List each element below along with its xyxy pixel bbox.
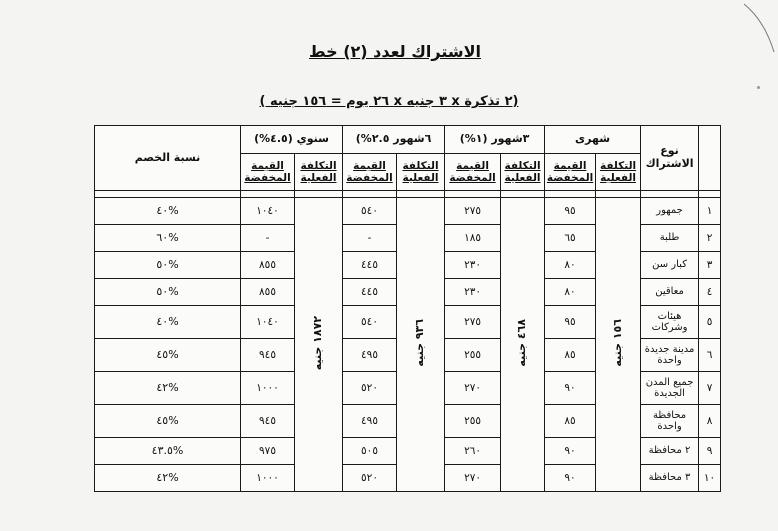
page-title: الاشتراك لعدد (٢) خط: [308, 42, 482, 61]
reduced-value-six-months: ٤٤٥: [343, 252, 397, 279]
actual-cost-monthly: [596, 198, 641, 492]
subscription-type: ٣ محافظة: [641, 465, 699, 492]
reduced-value-six-months: ٤٩٥: [343, 405, 397, 438]
header-monthly: شهرى: [545, 126, 641, 154]
reduced-value-three-months: ٢٣٠: [445, 279, 501, 306]
row-number: ٤: [699, 279, 721, 306]
header-row-periods: [95, 126, 721, 154]
table-body: [95, 198, 721, 492]
reduced-value-three-months: ٢٧٠: [445, 372, 501, 405]
discount-rate: %٤٠: [95, 306, 241, 339]
actual-cost-three-months: [501, 198, 545, 492]
reduced-value-annual: ٨٥٥: [241, 252, 295, 279]
row-number: ٦: [699, 339, 721, 372]
row-number: ٩: [699, 438, 721, 465]
discount-rate: %٤٣.٥: [95, 438, 241, 465]
row-number: ٨: [699, 405, 721, 438]
reduced-value-three-months: ٢٧٠: [445, 465, 501, 492]
row-number: ٥: [699, 306, 721, 339]
reduced-value-monthly: ٩٠: [545, 438, 596, 465]
reduced-value-annual: ٩٤٥: [241, 405, 295, 438]
reduced-value-monthly: ٨٠: [545, 279, 596, 306]
row-number: ١٠: [699, 465, 721, 492]
subscription-type: كبار سن: [641, 252, 699, 279]
price-formula: (٢ تذكرة x ٣ جنيه x ٢٦ يوم = ١٥٦ جنيه ): [259, 94, 519, 109]
reduced-value-six-months: ٥٢٠: [343, 465, 397, 492]
actual-cost-label: ١٨٧٢ جنيه: [311, 315, 325, 371]
subscription-type: محافظة واحدة: [641, 405, 699, 438]
reduced-value-six-months: ٥٤٠: [343, 198, 397, 225]
reduced-value-annual: ٩٧٥: [241, 438, 295, 465]
discount-rate: %٥٠: [95, 252, 241, 279]
discount-rate: %٤٥: [95, 339, 241, 372]
actual-cost-label: ١٥٦ جنيه: [610, 319, 624, 367]
discount-rate: %٥٠: [95, 279, 241, 306]
reduced-value-monthly: ٨٥: [545, 405, 596, 438]
subheader-actual-cost: التكلفة الفعلية: [501, 154, 545, 191]
row-number: ٣: [699, 252, 721, 279]
subscription-table: [94, 125, 721, 492]
subheader-reduced-value: القيمة المخفضة: [241, 154, 295, 191]
reduced-value-six-months: -: [343, 225, 397, 252]
reduced-value-six-months: ٥٢٠: [343, 372, 397, 405]
reduced-value-annual: ١٠٠٠: [241, 372, 295, 405]
reduced-value-three-months: ١٨٥: [445, 225, 501, 252]
actual-cost-label: ٤٦٨ جنيه: [515, 319, 529, 367]
header-discount: نسبة الخصم: [95, 126, 241, 191]
reduced-value-three-months: ٢٣٠: [445, 252, 501, 279]
subheader-reduced-value: القيمة المخفضة: [445, 154, 501, 191]
actual-cost-six-months: [397, 198, 445, 492]
reduced-value-six-months: ٤٤٥: [343, 279, 397, 306]
reduced-value-annual: ٨٥٥: [241, 279, 295, 306]
subscription-type: مدينة جديدة واحدة: [641, 339, 699, 372]
table-row: [95, 198, 721, 225]
subheader-actual-cost: التكلفة الفعلية: [295, 154, 343, 191]
row-number: ١: [699, 198, 721, 225]
subscription-type: طلبة: [641, 225, 699, 252]
reduced-value-annual: ١٠٠٠: [241, 465, 295, 492]
discount-rate: %٤٢: [95, 465, 241, 492]
subheader-actual-cost: التكلفة الفعلية: [397, 154, 445, 191]
header-type: نوع الاشتراك: [641, 126, 699, 191]
reduced-value-monthly: ٩٠: [545, 372, 596, 405]
subheader-reduced-value: القيمة المخفضة: [343, 154, 397, 191]
discount-rate: %٦٠: [95, 225, 241, 252]
reduced-value-three-months: ٢٧٥: [445, 198, 501, 225]
reduced-value-monthly: ٩٠: [545, 465, 596, 492]
subscription-type: ٢ محافظة: [641, 438, 699, 465]
reduced-value-monthly: ٨٠: [545, 252, 596, 279]
row-number: ٧: [699, 372, 721, 405]
row-number: ٢: [699, 225, 721, 252]
subscription-type: معاقين: [641, 279, 699, 306]
reduced-value-three-months: ٢٦٠: [445, 438, 501, 465]
reduced-value-annual: ١٠٤٠: [241, 198, 295, 225]
reduced-value-three-months: ٢٥٥: [445, 405, 501, 438]
header-num: [699, 126, 721, 191]
subscription-type: جميع المدن الجديدة: [641, 372, 699, 405]
reduced-value-monthly: ٦٥: [545, 225, 596, 252]
reduced-value-three-months: ٢٧٥: [445, 306, 501, 339]
reduced-value-six-months: ٤٩٥: [343, 339, 397, 372]
actual-cost-label: ٩٣٦ جنيه: [413, 319, 427, 367]
subheader-actual-cost: التكلفة الفعلية: [596, 154, 641, 191]
discount-rate: %٤٠: [95, 198, 241, 225]
subscription-type: جمهور: [641, 198, 699, 225]
reduced-value-three-months: ٢٥٥: [445, 339, 501, 372]
actual-cost-annual: [295, 198, 343, 492]
header-three-months: ٣شهور (١%): [445, 126, 545, 154]
reduced-value-annual: ١٠٤٠: [241, 306, 295, 339]
reduced-value-monthly: ٩٥: [545, 198, 596, 225]
discount-rate: %٤٥: [95, 405, 241, 438]
subscription-type: هيئات وشركات: [641, 306, 699, 339]
spacer-row: [95, 191, 721, 198]
scan-dot-mark: [757, 86, 760, 89]
reduced-value-annual: ٩٤٥: [241, 339, 295, 372]
header-annual: سنوي (٤.٥%): [241, 126, 343, 154]
header-six-months: ٦شهور ٢.٥%): [343, 126, 445, 154]
discount-rate: %٤٢: [95, 372, 241, 405]
reduced-value-annual: -: [241, 225, 295, 252]
reduced-value-monthly: ٨٥: [545, 339, 596, 372]
subheader-reduced-value: القيمة المخفضة: [545, 154, 596, 191]
reduced-value-six-months: ٥٤٠: [343, 306, 397, 339]
reduced-value-monthly: ٩٥: [545, 306, 596, 339]
reduced-value-six-months: ٥٠٥: [343, 438, 397, 465]
